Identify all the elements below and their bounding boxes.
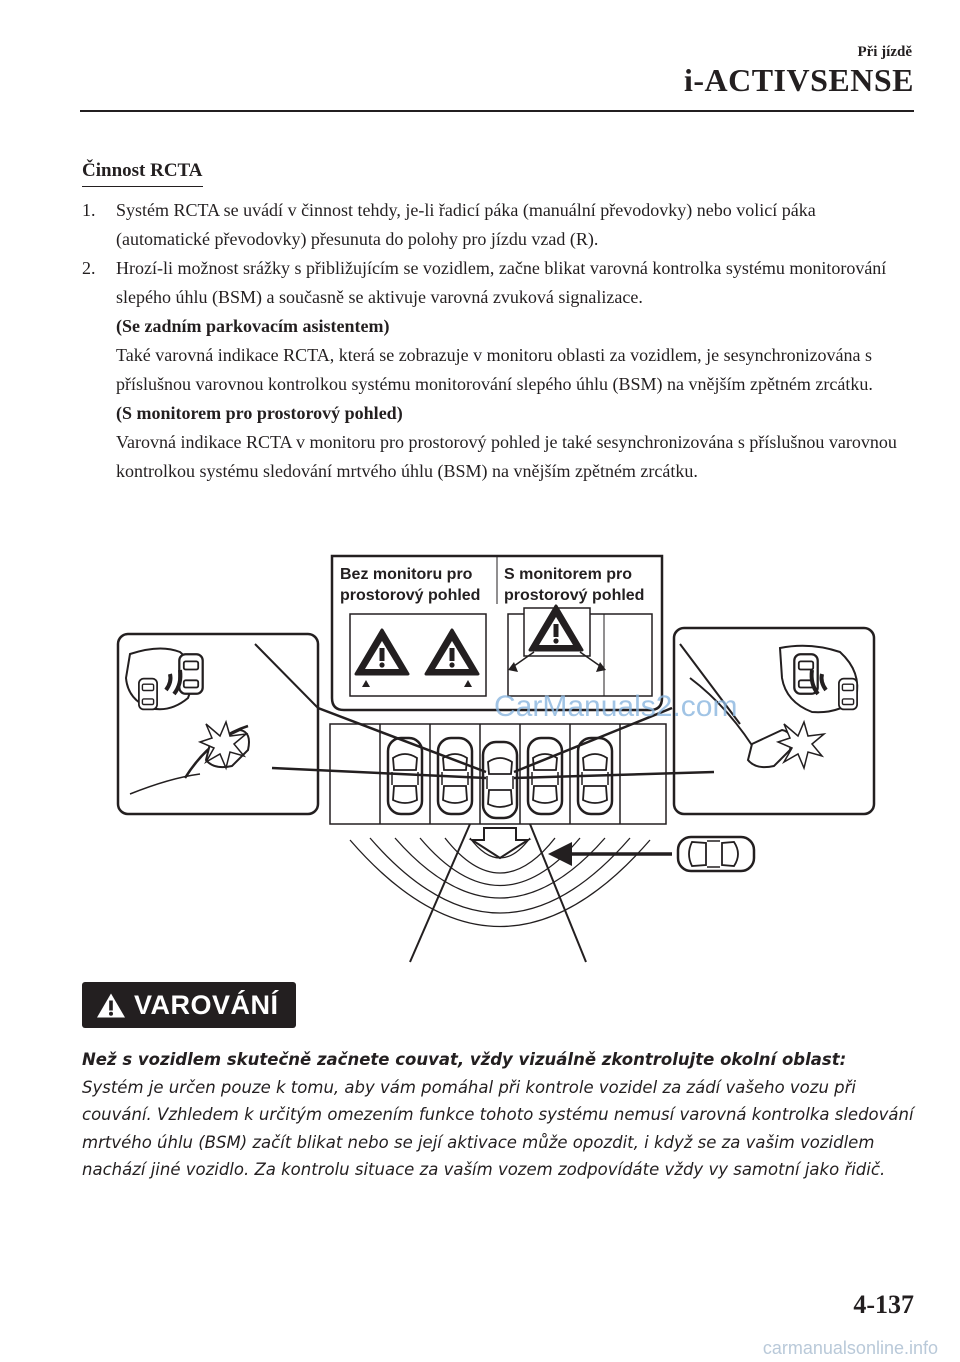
bsm-car-icon xyxy=(179,654,202,694)
label-without-surround-view: Bez monitoru pro xyxy=(340,566,473,583)
warning-badge xyxy=(82,982,296,1028)
watermark: CarManuals2.com xyxy=(494,690,738,723)
step-number: 1. xyxy=(82,200,96,220)
step-text: Hrozí-li možnost srážky s přibližujícím se vozidlem, začne blikat varovná kontrolka systému monitorování slepého úhlu (BSM) a současně se aktivuje varovná zvuková signalizace. xyxy=(116,258,887,307)
warning-triangle-icon xyxy=(96,992,126,1019)
chapter-title: Při jízdě xyxy=(857,44,912,60)
step-item xyxy=(82,196,912,254)
bsm-car-icon xyxy=(839,679,857,710)
warning-title: Než s vozidlem skutečně začnete couvat, vždy vizuálně zkontrolujte okolní oblast: xyxy=(82,1050,847,1069)
section-title: i-ACTIVSENSE xyxy=(683,62,914,98)
warning-text: Systém je určen pouze k tomu, aby vám pomáhal při kontrole vozidel za zádí vašeho vozu při couvání. Vzhledem k určitým omezením funkce tohoto systému nemusí varovná kontrolka sledování mrtvého úhlu (BSM) začít blikat nebo se její aktivace může opozdit, i když se za vašim vozidlem nachází jiné vozidlo. Za kontrolu situace za vaším vozem zodpovídáte vždy vy samotní jako řidič. xyxy=(82,1077,914,1179)
step-text: Systém RCTA se uvádí v činnost tehdy, je-li řadicí páka (manuální převodovky) nebo volicí páka (automatické převodovky) přesunuta do polohy pro jízdu vzad (R). xyxy=(116,200,816,249)
step-subtext: Také varovná indikace RCTA, která se zobrazuje v monitoru oblasti za vozidlem, je sesynchronizována s příslušnou varovnou kontrolkou systému monitorování slepého úhlu (BSM) na vnějším zpětném zrcátku. xyxy=(116,345,873,394)
label-without-surround-view: prostorový pohled xyxy=(340,587,481,604)
header-rule xyxy=(80,110,914,112)
step-subheading: (Se zadním parkovacím asistentem) xyxy=(116,316,390,336)
step-subheading: (S monitorem pro prostorový pohled) xyxy=(116,403,403,423)
rcta-diagram xyxy=(0,548,960,968)
subsection-heading: Činnost RCTA xyxy=(82,160,203,187)
step-subtext: Varovná indikace RCTA v monitoru pro prostorový pohled je také sesynchronizována s příslušnou varovnou kontrolkou systému sledování mrtvého úhlu (BSM) na vnějším zpětném zrcátku. xyxy=(116,432,897,481)
left-mirror-panel xyxy=(118,634,318,814)
approaching-vehicle xyxy=(678,837,754,871)
bsm-car-icon xyxy=(139,679,157,710)
monitor-panel xyxy=(332,556,662,710)
approach-arrow xyxy=(548,842,572,866)
step-number: 2. xyxy=(82,258,96,278)
rcta-illustration xyxy=(0,548,960,968)
step-item xyxy=(82,254,912,486)
label-with-surround-view: prostorový pohled xyxy=(504,587,645,604)
label-with-surround-view: S monitorem pro xyxy=(504,566,633,583)
step-list xyxy=(82,196,912,486)
warning-body xyxy=(82,1046,914,1184)
reverse-direction-arrow xyxy=(472,828,528,858)
page-number: 4-137 xyxy=(853,1290,914,1319)
warning-label: VAROVÁNÍ xyxy=(134,989,279,1020)
own-vehicle xyxy=(483,742,517,818)
footer-watermark: carmanualsonline.info xyxy=(762,1338,938,1358)
